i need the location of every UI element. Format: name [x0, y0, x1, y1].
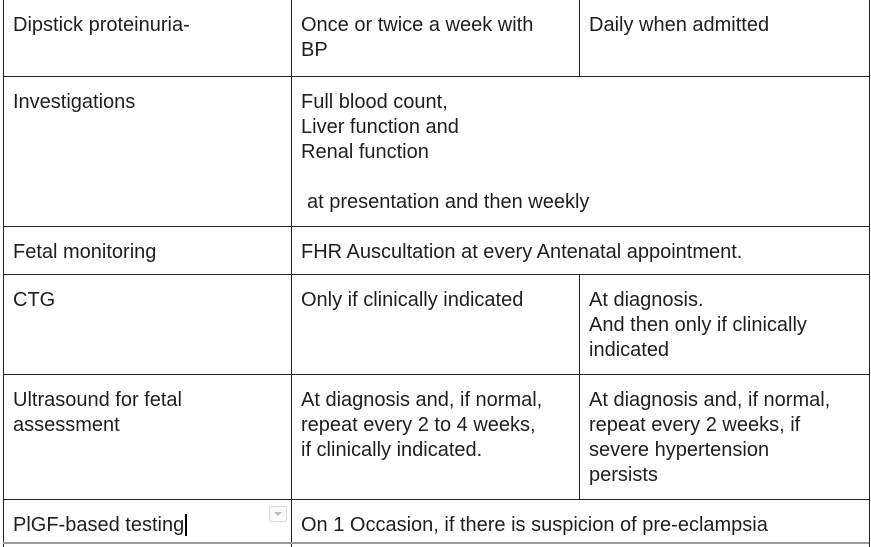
chevron-down-icon[interactable] — [269, 506, 287, 522]
table-row — [4, 227, 870, 275]
row-label-cell[interactable] — [4, 77, 292, 227]
cell-line: Renal function — [301, 141, 429, 163]
table-row — [4, 375, 870, 500]
cell-line: At diagnosis and, if normal, — [301, 389, 543, 411]
cell-line: At diagnosis. — [589, 289, 704, 311]
row-label: CTG — [13, 289, 56, 311]
table-bottom-rule — [3, 542, 869, 544]
monitoring-table — [3, 0, 870, 547]
cell-line: indicated — [589, 339, 670, 361]
table-cell[interactable] — [580, 0, 870, 77]
blank-line — [301, 165, 860, 190]
table-row — [4, 500, 870, 547]
cell-line: at presentation and then weekly — [307, 191, 590, 213]
cell-line: if clinically indicated. — [301, 439, 483, 461]
row-label-with-cursor — [13, 513, 282, 538]
row-label-cell[interactable] — [4, 0, 292, 77]
cell-line: Only if clinically indicated — [301, 289, 524, 311]
table-row — [4, 275, 870, 375]
cell-line: repeat every 2 weeks, if — [589, 414, 801, 436]
row-label-cell[interactable] — [4, 500, 292, 547]
table-cell[interactable] — [580, 275, 870, 375]
table-cell[interactable] — [292, 275, 580, 375]
row-label: Fetal monitoring — [13, 241, 157, 263]
row-label: assessment — [13, 414, 120, 436]
cell-line: Daily when admitted — [589, 14, 770, 36]
table-cell[interactable] — [292, 227, 870, 275]
cell-line: FHR Auscultation at every Antenatal appointment. — [301, 241, 743, 263]
text-cursor — [185, 514, 187, 536]
row-label: Investigations — [13, 91, 136, 113]
table-cell[interactable] — [292, 77, 870, 227]
table-cell[interactable] — [292, 500, 870, 547]
cell-line: Liver function and — [301, 116, 459, 138]
cell-line: And then only if clinically — [589, 314, 807, 336]
row-label-cell[interactable] — [4, 375, 292, 500]
table-cell[interactable] — [580, 375, 870, 500]
cell-line: persists — [589, 464, 658, 486]
table-row — [4, 0, 870, 77]
table-cell[interactable] — [292, 0, 580, 77]
cell-line: On 1 Occasion, if there is suspicion of pre-eclampsia — [301, 514, 768, 536]
row-label-cell[interactable] — [4, 227, 292, 275]
table-cell[interactable] — [292, 375, 580, 500]
cell-line: repeat every 2 to 4 weeks, — [301, 414, 536, 436]
cell-line: At diagnosis and, if normal, — [589, 389, 831, 411]
table-row — [4, 77, 870, 227]
cell-line: Once or twice a week with — [301, 14, 534, 36]
cell-line: Full blood count, — [301, 91, 448, 113]
row-label: Ultrasound for fetal — [13, 389, 182, 411]
row-label-cell[interactable] — [4, 275, 292, 375]
row-label: PlGF-based testing — [13, 514, 185, 536]
cell-line: BP — [301, 39, 328, 61]
cell-line: severe hypertension — [589, 439, 770, 461]
row-label: Dipstick proteinuria- — [13, 14, 190, 36]
